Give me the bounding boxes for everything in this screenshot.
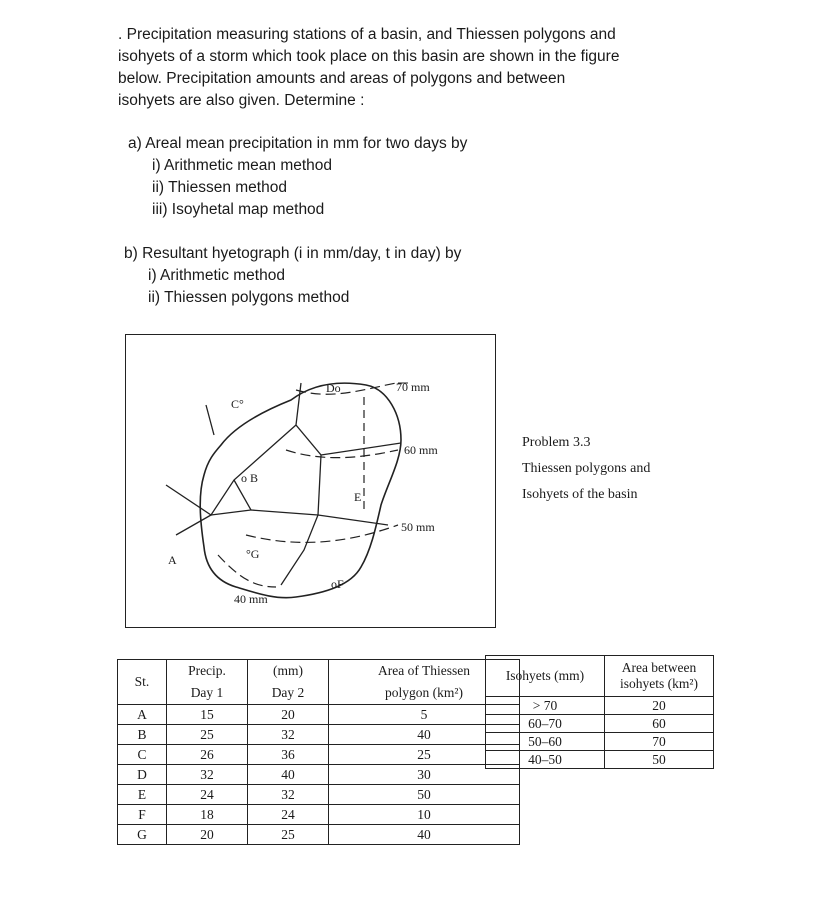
- header-area-between-top: Area between: [621, 660, 697, 675]
- cell-d2: 40: [248, 765, 329, 785]
- cell-st: G: [118, 825, 167, 845]
- cell-area: 30: [329, 765, 520, 785]
- station-c-label: C°: [231, 397, 244, 411]
- figure-caption: [522, 430, 650, 508]
- basin-boundary: [200, 383, 401, 598]
- cell-d1: 26: [167, 745, 248, 765]
- part-a-item: ii) Thiessen method: [152, 179, 287, 196]
- caption-line: Isohyets of the basin: [522, 487, 638, 502]
- station-b-label: o B: [241, 471, 259, 485]
- cell-range: > 70: [486, 697, 605, 715]
- intro-line: isohyets of a storm which took place on this basin are shown in the figure: [118, 48, 620, 65]
- cell-area: 60: [605, 715, 714, 733]
- cell-d1: 25: [167, 725, 248, 745]
- cell-range: 60–70: [486, 715, 605, 733]
- header-area-between-bottom: isohyets (km²): [620, 676, 698, 691]
- table-row: [118, 725, 520, 745]
- header-day2: Day 2: [248, 682, 329, 705]
- station-table-body: [118, 705, 520, 845]
- problem-statement: [118, 24, 738, 112]
- cell-d1: 15: [167, 705, 248, 725]
- caption-line: Thiessen polygons and: [522, 461, 651, 476]
- header-precip: Precip.: [167, 660, 248, 683]
- intro-line: . Precipitation measuring stations of a basin, and Thiessen polygons and: [118, 26, 616, 43]
- cell-d1: 20: [167, 825, 248, 845]
- cell-st: F: [118, 805, 167, 825]
- part-b-item: ii) Thiessen polygons method: [148, 289, 350, 306]
- cell-area: 50: [605, 751, 714, 769]
- part-a-title: a) Areal mean precipitation in mm for two days by: [128, 135, 468, 152]
- cell-area: 40: [329, 725, 520, 745]
- cell-d2: 24: [248, 805, 329, 825]
- part-a-item: i) Arithmetic mean method: [152, 157, 333, 174]
- header-area-unit: polygon (km²): [329, 682, 520, 705]
- part-b-item: i) Arithmetic method: [148, 267, 285, 284]
- cell-area: 40: [329, 825, 520, 845]
- cell-range: 50–60: [486, 733, 605, 751]
- cell-area: 70: [605, 733, 714, 751]
- table-row: [118, 825, 520, 845]
- part-a-item: iii) Isoyhetal map method: [152, 201, 325, 218]
- table-row: [486, 751, 714, 769]
- caption-title: Problem 3.3: [522, 435, 591, 450]
- cell-d2: 25: [248, 825, 329, 845]
- cell-d1: 32: [167, 765, 248, 785]
- isohyet-70-label: 70 mm: [396, 380, 430, 394]
- table-row: [486, 733, 714, 751]
- table-row: [118, 785, 520, 805]
- part-b: [124, 243, 461, 309]
- cell-d1: 18: [167, 805, 248, 825]
- header-area-between: [605, 656, 714, 697]
- cell-area: 25: [329, 745, 520, 765]
- header-mm: (mm): [248, 660, 329, 683]
- table-row: [486, 715, 714, 733]
- table-row: [118, 805, 520, 825]
- cell-d2: 36: [248, 745, 329, 765]
- header-area: Area of Thiessen: [329, 660, 520, 683]
- part-a: [128, 133, 467, 221]
- cell-st: D: [118, 765, 167, 785]
- header-station: St.: [118, 660, 167, 705]
- station-f-label: oF: [331, 577, 344, 591]
- cell-range: 40–50: [486, 751, 605, 769]
- cell-st: A: [118, 705, 167, 725]
- cell-area: 10: [329, 805, 520, 825]
- cell-st: B: [118, 725, 167, 745]
- station-d-label: Do: [326, 381, 341, 395]
- cell-area: 20: [605, 697, 714, 715]
- intro-line: below. Precipitation amounts and areas of polygons and between: [118, 70, 566, 87]
- table-row: [486, 697, 714, 715]
- basin-figure: [125, 334, 496, 628]
- cell-area: 5: [329, 705, 520, 725]
- basin-map-svg: [126, 335, 497, 629]
- station-table: [117, 659, 520, 845]
- cell-d1: 24: [167, 785, 248, 805]
- cell-st: E: [118, 785, 167, 805]
- isohyet-table: [485, 655, 714, 769]
- station-e-label: E: [354, 490, 362, 504]
- isohyet-40-label: 40 mm: [234, 592, 268, 606]
- header-day1: Day 1: [167, 682, 248, 705]
- cell-d2: 32: [248, 725, 329, 745]
- table-row: [118, 765, 520, 785]
- cell-area: 50: [329, 785, 520, 805]
- table-row: [118, 705, 520, 725]
- cell-d2: 32: [248, 785, 329, 805]
- intro-line: isohyets are also given. Determine :: [118, 92, 365, 109]
- station-a-label: A: [168, 553, 177, 567]
- header-isohyets: Isohyets (mm): [486, 656, 605, 697]
- table-row: [118, 745, 520, 765]
- station-g-label: °G: [246, 547, 260, 561]
- isohyet-60-label: 60 mm: [404, 443, 438, 457]
- isohyet-table-body: [486, 697, 714, 769]
- isohyet-50-label: 50 mm: [401, 520, 435, 534]
- cell-d2: 20: [248, 705, 329, 725]
- cell-st: C: [118, 745, 167, 765]
- part-b-title: b) Resultant hyetograph (i in mm/day, t in day) by: [124, 245, 462, 262]
